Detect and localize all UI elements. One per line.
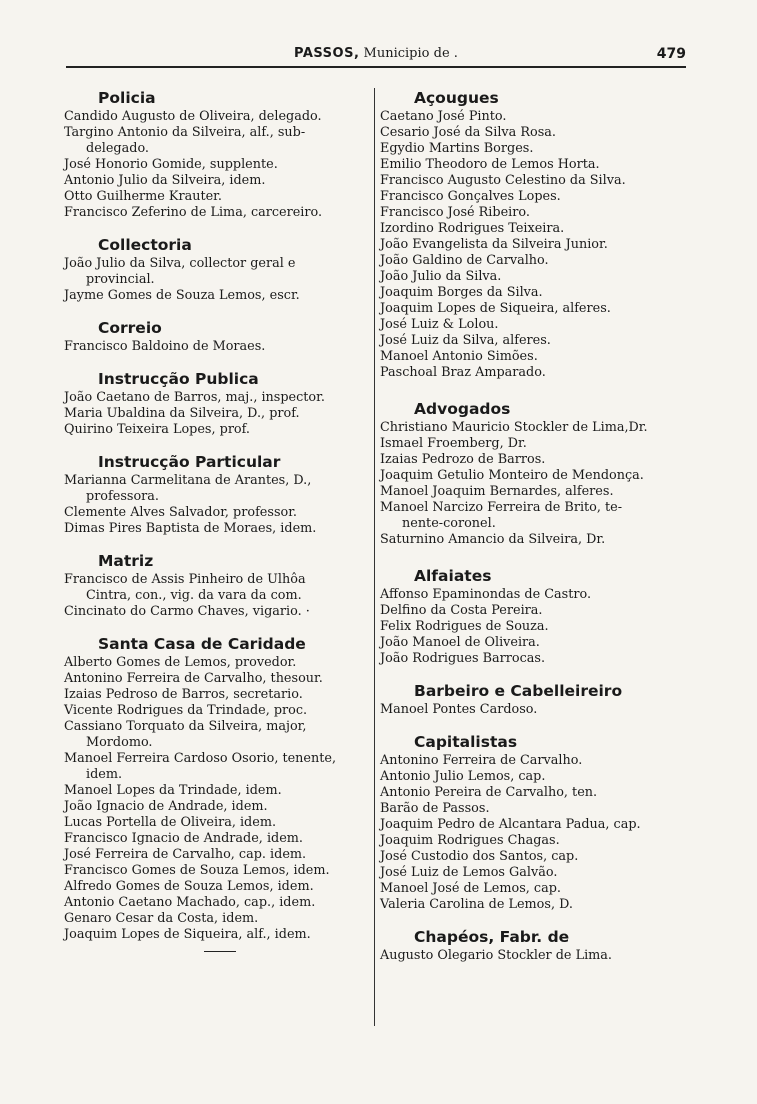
directory-section <box>64 318 374 355</box>
directory-entry: Izaias Pedroso de Barros, secretario. <box>64 687 303 702</box>
section-title: Matriz <box>98 552 154 570</box>
directory-entry: Francisco Baldoino de Moraes. <box>64 339 266 354</box>
directory-entry: professora. <box>86 489 159 504</box>
directory-entry: Manoel Lopes da Trindade, idem. <box>64 783 282 798</box>
directory-entry: Targino Antonio da Silveira, alf., sub- <box>64 125 306 140</box>
directory-entry: José Custodio dos Santos, cap. <box>380 849 579 864</box>
directory-entry: Christiano Mauricio Stockler de Lima,Dr. <box>380 420 648 435</box>
directory-entry: João Ignacio de Andrade, idem. <box>64 799 268 814</box>
section-title: Alfaiates <box>414 567 492 585</box>
directory-entry: Joaquim Pedro de Alcantara Padua, cap. <box>380 817 641 832</box>
directory-section <box>380 732 690 913</box>
right-column <box>380 88 690 964</box>
directory-entry: Candido Augusto de Oliveira, delegado. <box>64 109 322 124</box>
directory-entry: Clemente Alves Salvador, professor. <box>64 505 297 520</box>
directory-entry: João Evangelista da Silveira Junior. <box>380 237 608 252</box>
section-title: Instrucção Particular <box>98 453 281 471</box>
directory-entry: Augusto Olegario Stockler de Lima. <box>380 948 612 963</box>
directory-section <box>64 88 374 221</box>
directory-entry: Saturnino Amancio da Silveira, Dr. <box>380 532 606 547</box>
directory-entry: Francisco Augusto Celestino da Silva. <box>380 173 626 188</box>
directory-entry: Antonio Julio Lemos, cap. <box>380 769 546 784</box>
directory-entry: Dimas Pires Baptista de Moraes, idem. <box>64 521 317 536</box>
directory-entry: Francisco Zeferino de Lima, carcereiro. <box>64 205 323 220</box>
directory-entry: Quirino Teixeira Lopes, prof. <box>64 422 250 437</box>
directory-entry: Affonso Epaminondas de Castro. <box>380 587 592 602</box>
directory-entry: Manoel Narcizo Ferreira de Brito, te- <box>380 500 623 515</box>
directory-section <box>64 369 374 438</box>
directory-entry: Vicente Rodrigues da Trindade, proc. <box>64 703 308 718</box>
directory-section <box>64 551 374 620</box>
directory-section <box>380 927 690 964</box>
directory-entry: idem. <box>86 767 123 782</box>
directory-entry: Joaquim Lopes de Siqueira, alf., idem. <box>64 927 311 942</box>
directory-entry: Felix Rodrigues de Souza. <box>380 619 549 634</box>
directory-entry: João Julio da Silva, collector geral e <box>64 256 296 271</box>
section-title: Instrucção Publica <box>98 370 259 388</box>
directory-entry: Antonio Julio da Silveira, idem. <box>64 173 266 188</box>
page-header <box>66 42 686 68</box>
section-title: Barbeiro e Cabelleireiro <box>414 682 623 700</box>
directory-entry: Manoel Joaquim Bernardes, alferes. <box>380 484 614 499</box>
directory-entry: José Luiz & Lolou. <box>380 317 499 332</box>
directory-entry: Egydio Martins Borges. <box>380 141 534 156</box>
directory-entry: Paschoal Braz Amparado. <box>380 365 546 380</box>
directory-entry: Cincinato do Carmo Chaves, vigario. · <box>64 604 310 619</box>
directory-entry: Otto Guilherme Krauter. <box>64 189 222 204</box>
directory-entry: Barão de Passos. <box>380 801 490 816</box>
directory-entry: Genaro Cesar da Costa, idem. <box>64 911 259 926</box>
column-divider <box>374 88 375 1026</box>
section-title: Açougues <box>414 89 499 107</box>
section-title: Correio <box>98 319 162 337</box>
directory-entry: Maria Ubaldina da Silveira, D., prof. <box>64 406 300 421</box>
directory-entry: Francisco Gonçalves Lopes. <box>380 189 561 204</box>
directory-entry: Francisco José Ribeiro. <box>380 205 530 220</box>
directory-entry: José Honorio Gomide, supplente. <box>64 157 278 172</box>
directory-section <box>380 88 690 381</box>
directory-entry: Izaias Pedrozo de Barros. <box>380 452 546 467</box>
section-title: Chapéos, Fabr. de <box>414 928 570 946</box>
directory-entry: Valeria Carolina de Lemos, D. <box>380 897 573 912</box>
directory-entry: José Ferreira de Carvalho, cap. idem. <box>64 847 307 862</box>
directory-section <box>380 681 690 718</box>
directory-entry: Mordomo. <box>86 735 153 750</box>
directory-entry: Delfino da Costa Pereira. <box>380 603 543 618</box>
directory-entry: José Luiz da Silva, alferes. <box>380 333 551 348</box>
directory-entry: José Luiz de Lemos Galvão. <box>380 865 558 880</box>
directory-section <box>64 235 374 304</box>
municipality-label: Municipio de . <box>363 46 458 61</box>
directory-section <box>380 399 690 548</box>
directory-entry: João Julio da Silva. <box>380 269 502 284</box>
directory-entry: Antonio Pereira de Carvalho, ten. <box>380 785 598 800</box>
end-rule <box>204 951 236 952</box>
directory-entry: João Caetano de Barros, maj., inspector. <box>64 390 325 405</box>
directory-entry: Alfredo Gomes de Souza Lemos, idem. <box>64 879 314 894</box>
directory-entry: Joaquim Getulio Monteiro de Mendonça. <box>380 468 644 483</box>
directory-entry: Francisco de Assis Pinheiro de Ulhôa <box>64 572 306 587</box>
directory-entry: Antonino Ferreira de Carvalho, thesour. <box>64 671 323 686</box>
directory-entry: João Rodrigues Barrocas. <box>380 651 546 666</box>
running-title <box>294 46 458 61</box>
left-column <box>64 88 374 952</box>
section-title: Policia <box>98 89 156 107</box>
directory-entry: Manoel Antonio Simões. <box>380 349 538 364</box>
section-title: Collectoria <box>98 236 192 254</box>
directory-entry: Joaquim Lopes de Siqueira, alferes. <box>380 301 611 316</box>
directory-entry: Joaquim Rodrigues Chagas. <box>380 833 560 848</box>
section-title: Advogados <box>414 400 511 418</box>
directory-entry: Antonio Caetano Machado, cap., idem. <box>64 895 316 910</box>
directory-entry: Francisco Ignacio de Andrade, idem. <box>64 831 303 846</box>
directory-entry: Ismael Froemberg, Dr. <box>380 436 527 451</box>
section-title: Santa Casa de Caridade <box>98 635 306 653</box>
directory-entry: Emilio Theodoro de Lemos Horta. <box>380 157 600 172</box>
directory-entry: Francisco Gomes de Souza Lemos, idem. <box>64 863 330 878</box>
directory-entry: Joaquim Borges da Silva. <box>380 285 543 300</box>
directory-entry: Cesario José da Silva Rosa. <box>380 125 556 140</box>
directory-entry: Caetano José Pinto. <box>380 109 507 124</box>
directory-entry: Izordino Rodrigues Teixeira. <box>380 221 565 236</box>
directory-entry: Alberto Gomes de Lemos, provedor. <box>64 655 297 670</box>
directory-entry: delegado. <box>86 141 149 156</box>
directory-section <box>380 566 690 667</box>
directory-section <box>64 452 374 537</box>
directory-entry: provincial. <box>86 272 155 287</box>
directory-entry: nente-coronel. <box>402 516 496 531</box>
section-title: Capitalistas <box>414 733 518 751</box>
directory-entry: Manoel José de Lemos, cap. <box>380 881 561 896</box>
directory-entry: Cintra, con., vig. da vara da com. <box>86 588 302 603</box>
directory-entry: João Galdino de Carvalho. <box>380 253 549 268</box>
directory-entry: Manoel Ferreira Cardoso Osorio, tenente, <box>64 751 337 766</box>
directory-entry: Cassiano Torquato da Silveira, major, <box>64 719 307 734</box>
page-number: 479 <box>656 46 686 62</box>
directory-entry: Manoel Pontes Cardoso. <box>380 702 538 717</box>
city-name: PASSOS, <box>294 46 360 61</box>
directory-entry: Marianna Carmelitana de Arantes, D., <box>64 473 312 488</box>
directory-entry: Jayme Gomes de Souza Lemos, escr. <box>64 288 300 303</box>
directory-entry: João Manoel de Oliveira. <box>380 635 540 650</box>
directory-entry: Lucas Portella de Oliveira, idem. <box>64 815 277 830</box>
directory-entry: Antonino Ferreira de Carvalho. <box>380 753 583 768</box>
directory-section <box>64 634 374 943</box>
